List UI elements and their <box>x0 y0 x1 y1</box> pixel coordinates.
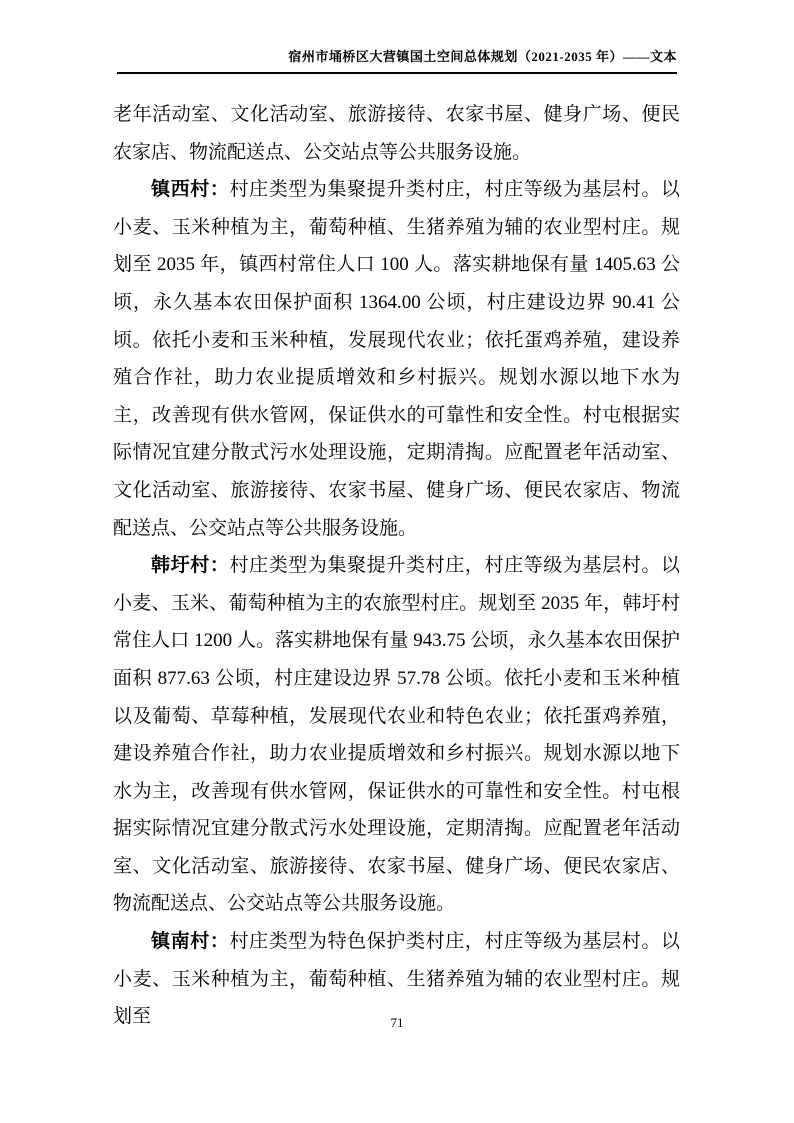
header-title: 宿州市埇桥区大营镇国土空间总体规划（2021-2035 年）——文本 <box>288 49 677 64</box>
paragraph-text: 村庄类型为特色保护类村庄，村庄等级为基层村。以小麦、玉米种植为主，葡萄种植、生猪养殖为辅的农业型村庄。规划至 <box>113 931 680 1028</box>
page-number: 71 <box>390 1015 404 1030</box>
paragraph-text: 村庄类型为集聚提升类村庄，村庄等级为基层村。以小麦、玉米种植为主，葡萄种植、生猪养殖为辅的农业型村庄。规划至 2035 年，镇西村常住人口 100 人。落实耕地保有量 1405.63 公顷，永久基本农田保护面积 1364.00 公顷，村庄建设边界 90.41 公顷。依托小麦和玉米种植，发展现代农业；依托蛋鸡养殖，建设养殖合作社，助力农业提质增效和乡村振兴。规划水源以地下水为主，改善现有供水管网，保证供水的可靠性和安全性。村屯根据实际情况宜建分散式污水处理设施，定期清掏。应配置老年活动室、文化活动室、旅游接待、农家书屋、健身广场、便民农家店、物流配送点、公交站点等公共服务设施。 <box>113 179 680 539</box>
paragraph-lead: 韩圩村： <box>151 555 230 577</box>
page-footer <box>0 1014 794 1032</box>
paragraph-text: 村庄类型为集聚提升类村庄，村庄等级为基层村。以小麦、玉米、葡萄种植为主的农旅型村庄。规划至 2035 年，韩圩村常住人口 1200 人。落实耕地保有量 943.75 公顷，永久基本农田保护面积 877.63 公顷，村庄建设边界 57.78 公顷。依托小麦和玉米种植以及葡萄、草莓种植，发展现代农业和特色农业；依托蛋鸡养殖，建设养殖合作社，助力农业提质增效和乡村振兴。规划水源以地下水为主，改善现有供水管网，保证供水的可靠性和安全性。村屯根据实际情况宜建分散式污水处理设施，定期清掏。应配置老年活动室、文化活动室、旅游接待、农家书屋、健身广场、便民农家店、物流配送点、公交站点等公共服务设施。 <box>113 555 680 915</box>
paragraph-hanweicun <box>113 547 680 923</box>
paragraph-text: 老年活动室、文化活动室、旅游接待、农家书屋、健身广场、便民农家店、物流配送点、公交站点等公共服务设施。 <box>113 104 680 163</box>
document-body <box>113 96 680 1036</box>
paragraph-zhenxicun <box>113 171 680 547</box>
paragraph-lead: 镇西村： <box>151 179 230 201</box>
paragraph-continuation <box>113 96 680 171</box>
page-header <box>117 46 677 74</box>
paragraph-lead: 镇南村： <box>151 931 230 953</box>
